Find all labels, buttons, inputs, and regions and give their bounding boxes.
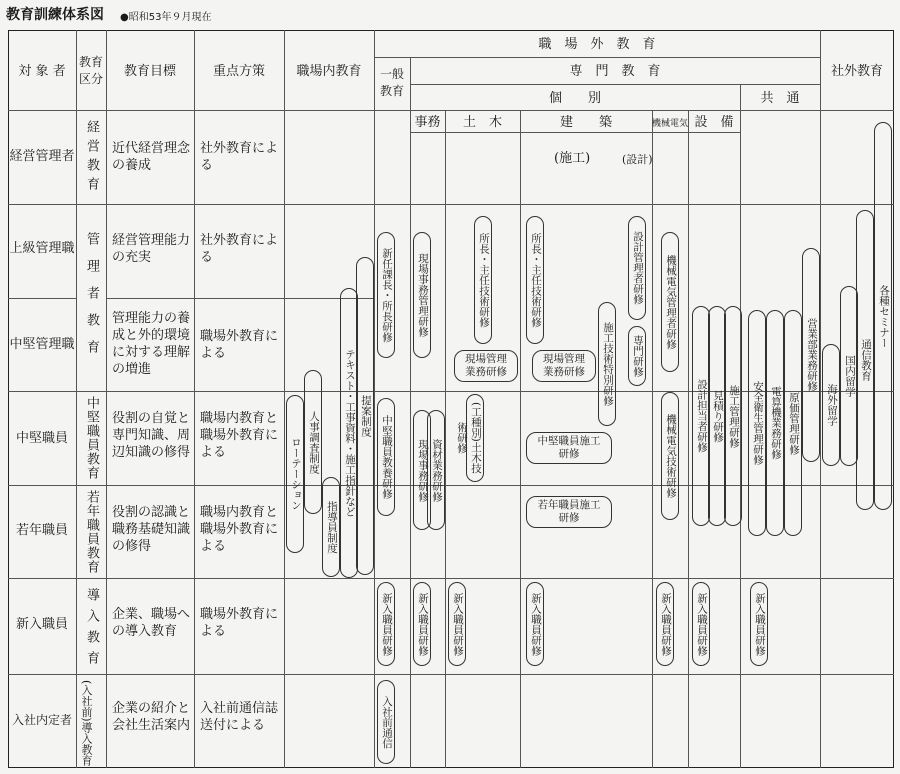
header-special: 専 門 教 育 bbox=[569, 64, 661, 79]
program-design-mgr: 設計管理者研修 bbox=[628, 216, 646, 320]
row-goal: 企業、職場への導入教育 bbox=[112, 607, 191, 639]
col-divider bbox=[520, 110, 521, 768]
header-general: 一般教育 bbox=[379, 67, 404, 98]
col-divider bbox=[445, 110, 446, 768]
program-texts: テキスト・工事資料・施工指針など bbox=[340, 288, 358, 578]
col-divider bbox=[688, 110, 689, 768]
header-individual: 個 別 bbox=[548, 91, 601, 106]
header-jimu: 事務 bbox=[414, 115, 441, 130]
header-sekkei: (設計) bbox=[622, 153, 653, 166]
row-divider bbox=[8, 110, 894, 111]
header-outside: 社外教育 bbox=[830, 64, 883, 79]
program-site-mgmt-doboku: 現場管理業務研修 bbox=[454, 350, 518, 382]
row-policy: 社外教育による bbox=[200, 233, 279, 265]
program-ken-chief: 所長・主任技術研修 bbox=[526, 216, 544, 344]
program-site-mgmt-ken: 現場管理業務研修 bbox=[532, 350, 596, 382]
col-divider bbox=[106, 30, 107, 768]
header-goal: 教育目標 bbox=[123, 64, 176, 79]
header-doboku: 土 木 bbox=[462, 115, 502, 130]
program-personnel-survey: 人事調査制度 bbox=[304, 370, 322, 514]
col-divider bbox=[374, 30, 375, 768]
row-goal: 近代経営理念の養成 bbox=[112, 141, 191, 173]
row-policy: 職場外教育による bbox=[200, 329, 279, 361]
row-goal: 管理能力の養成と外的環境に対する理解の増進 bbox=[112, 311, 191, 377]
row-divider-partial bbox=[106, 298, 194, 299]
program-instructor: 指導員制度 bbox=[322, 477, 340, 577]
row-category: 経営教育 bbox=[84, 120, 99, 196]
header-divider bbox=[410, 84, 820, 85]
program-mech-new: 新入職員研修 bbox=[656, 582, 674, 666]
program-safety: 安全衛生管理研修 bbox=[748, 310, 766, 536]
row-goal: 役割の認識と職務基礎知識の修得 bbox=[112, 505, 191, 554]
row-policy: 職場外教育による bbox=[200, 607, 279, 639]
row-divider bbox=[8, 578, 894, 579]
program-eq-new: 新入職員研修 bbox=[692, 582, 710, 666]
col-divider bbox=[284, 30, 285, 768]
row-target: 若年職員 bbox=[15, 523, 68, 538]
header-divider bbox=[410, 132, 740, 133]
program-ken-special: 施工技術特別研修 bbox=[598, 302, 616, 426]
col-divider bbox=[652, 110, 653, 768]
program-overseas: 海外留学 bbox=[822, 344, 840, 466]
date-note: ●昭和53年９月現在 bbox=[120, 12, 212, 23]
program-site-office: 現場事務研修 bbox=[413, 410, 431, 530]
row-policy: 職場内教育と職場外教育による bbox=[200, 505, 279, 554]
row-goal: 経営管理能力の充実 bbox=[112, 233, 191, 265]
row-target: 入社内定者 bbox=[11, 713, 72, 727]
row-policy: 入社前通信誌送付による bbox=[200, 701, 279, 733]
row-category: 導入教育 bbox=[84, 588, 99, 672]
row-category: 中堅職員教育 bbox=[84, 396, 99, 480]
row-target: 中堅職員 bbox=[15, 431, 68, 446]
row-category: 若年職員教育 bbox=[84, 490, 99, 574]
program-material: 資材業務研修 bbox=[427, 410, 445, 530]
header-setsubi: 設 備 bbox=[694, 115, 734, 130]
program-domestic: 国内留学 bbox=[840, 286, 858, 466]
row-target: 経営管理者 bbox=[9, 149, 75, 164]
program-seminars: 各種セミナー bbox=[874, 122, 892, 510]
col-divider bbox=[76, 30, 77, 768]
header-target: 対 象 者 bbox=[18, 64, 66, 79]
col-divider bbox=[194, 30, 195, 768]
row-target: 新入職員 bbox=[15, 617, 68, 632]
program-doboku-new: 新入職員研修 bbox=[448, 582, 466, 666]
program-site-office-mgmt: 現場事務管理研修 bbox=[413, 232, 431, 358]
header-policy: 重点方策 bbox=[212, 64, 265, 79]
program-mid-construction: 中堅職員施工研修 bbox=[526, 432, 612, 464]
row-goal: 役割の自覚と専門知識、周辺知識の修得 bbox=[112, 411, 191, 460]
header-inhouse: 職場内教育 bbox=[296, 64, 362, 79]
program-cost: 原価管理研修 bbox=[784, 310, 802, 536]
program-jimu-new: 新入職員研修 bbox=[413, 582, 431, 666]
program-doboku-chief: 所長・主任技術研修 bbox=[474, 216, 492, 344]
program-computer: 電算機業務研修 bbox=[766, 310, 784, 536]
row-divider bbox=[8, 204, 894, 205]
program-eq-estimate: 見積り研修 bbox=[708, 306, 726, 526]
program-pre-entry: 入社前通信 bbox=[377, 680, 395, 764]
row-target: 中堅管理職 bbox=[9, 337, 75, 352]
program-common-new: 新入職員研修 bbox=[750, 582, 768, 666]
program-design-special: 専門研修 bbox=[628, 326, 646, 386]
program-new-manager: 新任課長・所長研修 bbox=[377, 232, 395, 358]
program-suggestion: 提案制度 bbox=[356, 257, 374, 575]
header-kenchiku: 建 築 bbox=[559, 115, 612, 130]
row-policy: 職場内教育と職場外教育による bbox=[200, 411, 279, 460]
row-divider-partial bbox=[8, 298, 76, 299]
row-goal: 企業の紹介と会社生活案内 bbox=[112, 701, 191, 733]
program-young-construction: 若年職員施工研修 bbox=[526, 496, 612, 528]
header-common: 共 通 bbox=[760, 91, 800, 106]
program-ken-new: 新入職員研修 bbox=[526, 582, 544, 666]
col-divider bbox=[820, 30, 821, 768]
program-mech-tech: 機械電気技術研修 bbox=[661, 392, 679, 520]
header-offjob: 職 場 外 教 育 bbox=[538, 37, 656, 52]
program-new-staff: 新入職員研修 bbox=[377, 582, 395, 666]
program-mid-culture: 中堅職員教養研修 bbox=[377, 398, 395, 516]
header-kikai: 機械電気 bbox=[652, 119, 689, 129]
program-mech-mgr: 機械電気管理者研修 bbox=[661, 232, 679, 372]
row-category: (入社前)導入教育 bbox=[80, 680, 93, 766]
program-correspondence: 通信教育 bbox=[856, 210, 874, 510]
row-target: 上級管理職 bbox=[9, 241, 75, 256]
page-title: 教育訓練体系図 bbox=[6, 7, 104, 23]
program-eq-design: 設計担当者研修 bbox=[692, 306, 710, 526]
row-category: 管理者教育 bbox=[84, 232, 99, 367]
row-policy: 社外教育による bbox=[200, 141, 279, 173]
program-doboku-tech: (工種別)土木技術研修 bbox=[466, 394, 484, 482]
header-divider bbox=[374, 57, 820, 58]
col-divider bbox=[410, 57, 411, 768]
header-category: 教育区分 bbox=[78, 55, 103, 86]
header-sekou: (施工) bbox=[554, 151, 591, 166]
row-divider bbox=[8, 674, 894, 675]
program-sales: 営業部業務研修 bbox=[802, 248, 820, 462]
program-rotation: ローテーション bbox=[286, 395, 304, 553]
program-eq-construction: 施工管理研修 bbox=[724, 306, 742, 526]
